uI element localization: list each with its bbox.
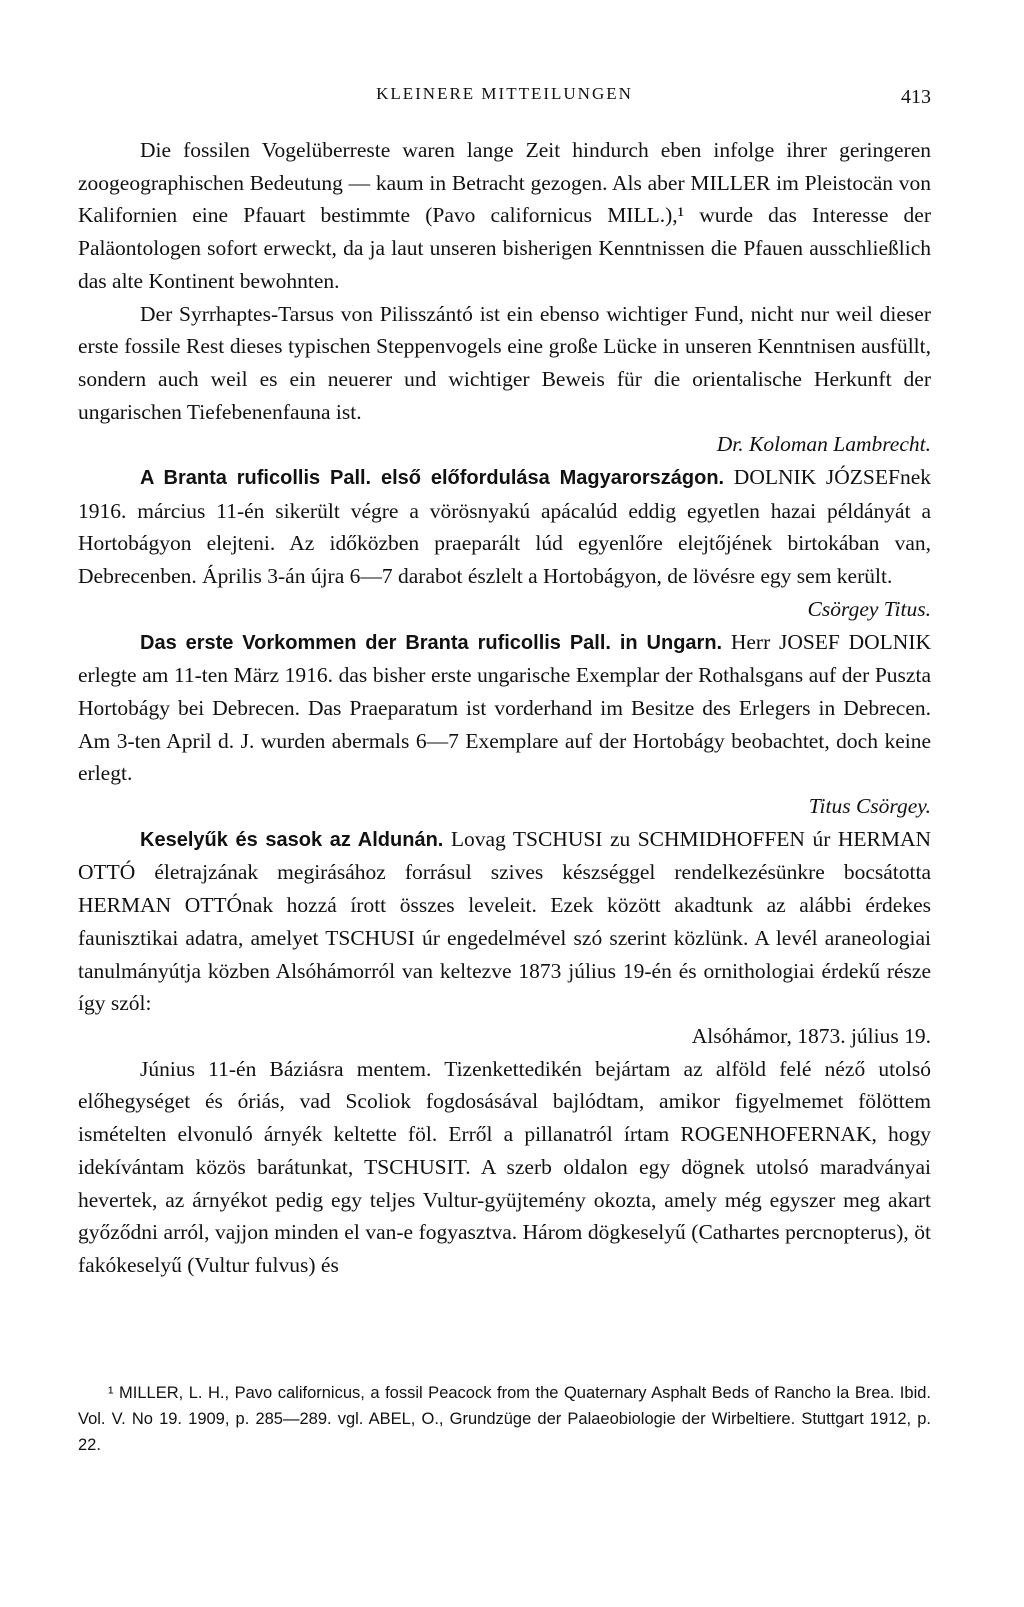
heading-branta-hu: A Branta ruficollis Pall. első előfordulása Magyarországon. [140, 467, 725, 490]
heading-branta-de: Das erste Vorkommen der Branta ruficollis Pall. in Ungarn. [140, 631, 723, 654]
paragraph-syrrhaptes [78, 298, 931, 462]
signature-lambrecht: Dr. Koloman Lambrecht. [716, 432, 931, 457]
signature-csorgey-hu: Csörgey Titus. [807, 596, 931, 621]
footnotes [78, 1380, 931, 1458]
page-number: 413 [901, 86, 931, 108]
paragraph-vultures [78, 823, 931, 1020]
paragraph-branta-de [78, 626, 931, 823]
paragraph-branta-hu-text: DOLNIK JÓZSEFnek 1916. március 11-én sikerült végre a vörösnyakú apácalúd eddig egyetlen hazai példányát a Hortobágyon elejteni. Az időközben praeparált lúd egyenlőre elejtőjének birtokában van, Debrecenben. Április 3-án újra 6—7 darabot észlelt a Hortobágyon, de lövésre egy sem került. [78, 465, 931, 589]
heading-vultures: Keselyűk és sasok az Aldunán. [140, 828, 444, 851]
paragraph-fossil-birds: Die fossilen Vogelüberreste waren lange Zeit hindurch eben infolge ihrer geringeren zoogeographischen Bedeutung — kaum in Betracht gezogen. Als aber MILLER im Pleistocän von Kalifornien eine Pfauart bestimmte (Pavo californicus MILL.),¹ wurde das Interesse der Paläontologen sofort erweckt, da ja laut unseren bisherigen Kenntnissen die Pfauen ausschließlich das alte Kontinent bewohnten. [78, 138, 931, 293]
page-body [78, 76, 931, 1282]
page-header [78, 76, 931, 112]
running-head: KLEINERE MITTEILUNGEN [376, 84, 633, 103]
dateline: Alsóhámor, 1873. július 19. [691, 1023, 931, 1048]
paragraph-branta-hu [78, 461, 931, 626]
paragraph-branta-de-text: Herr JOSEF DOLNIK erlegte am 11-ten März 1916. das bisher erste ungarische Exemplar der Rothalsgans auf der Puszta Hortobágy bei Debrecen. Das Praeparatum ist vorderhand im Besitze des Erlegers in Debrecen. Am 3-ten April d. J. wurden abermals 6—7 Exemplare auf der Hortobágy beobachtet, doch keine erlegt. [78, 629, 932, 786]
paragraph-syrrhaptes-text: Der Syrrhaptes-Tarsus von Pilisszántó ist ein ebenso wichtiger Fund, nicht nur weil dieser erste fossile Rest dieses typischen Steppenvogels eine große Lücke in unseren Kenntnisen ausfüllt, sondern auch weil es ein neuerer und wichtiger Beweis für die orientalische Herkunft der ungarischen Tiefebenenfauna ist. [78, 301, 931, 424]
paragraph-letter: Június 11-én Báziásra mentem. Tizenkettedikén bejártam az alföld felé néző utolsó előhegységet és óriás, vad Scoliok fogdosásával bajlódtam, amikor figyelmemet fölöttem ismételten elvonuló árnyék keltette föl. Erről a pillanatról írtam ROGENHOFERNAK, hogy idekívántam közös barátunkat, TSCHUSIT. A szerb oldalon egy dögnek utolsó maradványai hevertek, az árnyékot pedig egy teljes Vultur-gyüjtemény okozta, amely még egyszer meg akart győződni arról, vajjon minden el van-e fogyasztva. Három dögkeselyű (Cathartes percnopterus), öt fakókeselyű (Vultur fulvus) és [78, 1056, 931, 1277]
paragraph-vultures-text: Lovag TSCHUSI zu SCHMIDHOFFEN úr HERMAN OTTÓ életrajzának megirásához forrásul szives készséggel rendelkezésünkre bocsátotta HERMAN OTTÓnak hozzá írott összes leveleit. Ezek között akadtunk az alábbi érdekes faunisztikai adatra, amelyet TSCHUSI úr engedelmével szó szerint közlünk. A levél araneologiai tanulmányútja közben Alsóhámorról van keltezve 1873 július 19-én és ornithologiai érdekű része így szól: [78, 826, 932, 1016]
footnote-1: ¹ MILLER, L. H., Pavo californicus, a fossil Peacock from the Quaternary Asphalt Beds of Rancho la Brea. Ibid. Vol. V. No 19. 1909, p. 285—289. vgl. ABEL, O., Grundzüge der Palaeobiologie der Wirbeltiere. Stuttgart 1912, p. 22. [78, 1384, 931, 1454]
signature-csorgey-de: Titus Csörgey. [808, 794, 931, 819]
